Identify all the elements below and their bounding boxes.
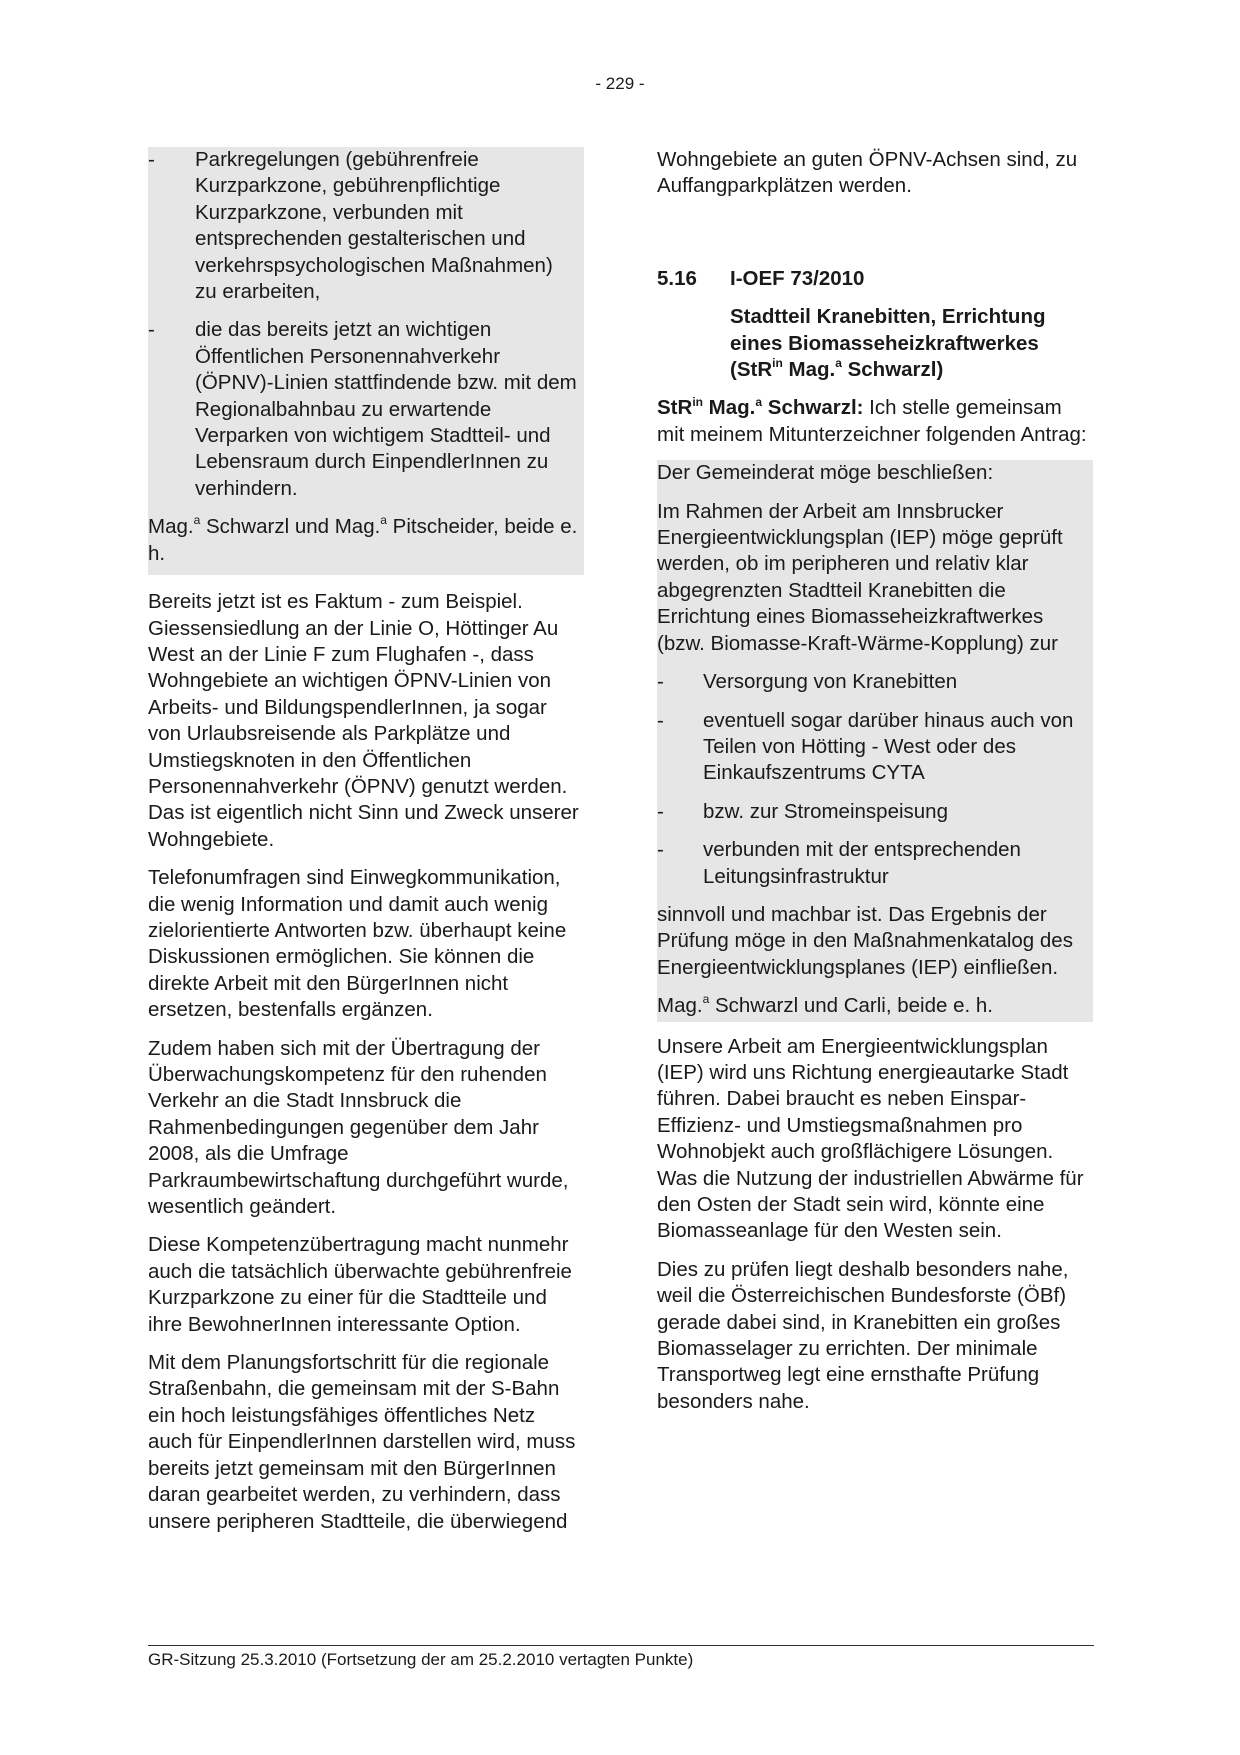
list-item-text: Parkregelungen (gebührenfreie Kurzparkzone, gebührenpflichtige Kurzparkzone, verbunden mit entsprechenden gestalterischen und verkehrspsychologischen Maßnahmen) zu erarbeiten, bbox=[195, 148, 553, 304]
body-paragraph: Unsere Arbeit am Energieentwicklungsplan (IEP) wird uns Richtung energieautarke Stadt führen. Dabei braucht es neben Einspar-Effizienz- und Umstiegsmaßnahmen pro Wohnobjekt auch großflächigere Lösungen. Was die Nutzung der industriellen Abwärme für den Osten der Stadt sein wird, könnte eine Biomasseanlage für den Westen sein. bbox=[657, 1034, 1084, 1243]
section-author: (StR$^{in}$ Mag.$^a$ Schwarzl) bbox=[730, 356, 944, 382]
list-item-text: verbunden mit der entsprechenden Leitungsinfrastruktur bbox=[703, 838, 1021, 888]
section-code: I-OEF 73/2010 bbox=[730, 266, 865, 290]
list-item bbox=[148, 147, 580, 305]
continuation-paragraph: Wohngebiete an guten ÖPNV-Achsen sind, zu Auffangparkplätzen werden. bbox=[657, 148, 1078, 198]
footer-divider bbox=[148, 1645, 1094, 1646]
bullet-dash: - bbox=[148, 148, 155, 171]
motion-signature: Mag.$^a$ Schwarzl und Carli, beide e. h. bbox=[657, 992, 993, 1018]
body-paragraph: Bereits jetzt ist es Faktum - zum Beispiel. Giessensiedlung an der Linie O, Höttinger Au West an der Linie F zum Flughafen -, dass Wohngebiete an wichtigen ÖPNV-Linien von Arbeits- und BildungspendlerInnen, ja sogar von Urlaubsreisende als Parkplätze und Umstiegsknoten in den Öffentlichen Personennahverkehr (ÖPNV) genutzt werden. Das ist eigentlich nicht Sinn und Zweck unserer Wohngebiete. bbox=[148, 590, 579, 851]
right-column bbox=[657, 147, 1093, 1427]
list-item bbox=[657, 837, 1089, 890]
page-number: - 229 - bbox=[595, 74, 645, 93]
left-column bbox=[148, 147, 584, 1547]
motion-body: Im Rahmen der Arbeit am Innsbrucker Energieentwicklungsplan (IEP) möge geprüft werden, ob im peripheren und relativ klar abgegrenzten Stadtteil Kranebitten die Errichtung eines Biomasseheizkraftwerkes (bzw. Biomasse-Kraft-Wärme-Kopplung) zur bbox=[657, 499, 1063, 655]
body-paragraph: Dies zu prüfen liegt deshalb besonders nahe, weil die Österreichischen Bundesforste (ÖBf) gerade dabei sind, in Kranebitten ein großes Biomasselager zu errichten. Der minimale Transportweg legt eine ernsthafte Prüfung besonders nahe. bbox=[657, 1257, 1069, 1413]
list-item bbox=[657, 708, 1089, 787]
list-item bbox=[657, 669, 1089, 695]
right-shaded-motion bbox=[657, 460, 1093, 1021]
page-footer: GR-Sitzung 25.3.2010 (Fortsetzung der am 25.2.2010 vertagten Punkte) bbox=[148, 1650, 694, 1669]
bullet-dash: - bbox=[657, 838, 664, 862]
body-paragraph: Mit dem Planungsfortschritt für die regionale Straßenbahn, die gemeinsam mit der S-Bahn ein hoch leistungsfähiges öffentliches Netz auch für EinpendlerInnen darstellen wird, muss bereits jetzt gemeinsam mit den BürgerInnen daran gearbeitet werden, zu verhindern, dass unsere peripheren Stadtteile, die überwiegend bbox=[148, 1351, 576, 1533]
list-item-text: eventuell sogar darüber hinaus auch von Teilen von Hötting - West oder des Einkaufszentrums CYTA bbox=[703, 708, 1074, 785]
bullet-dash: - bbox=[657, 708, 664, 732]
speaker-paragraph: StR$^{in}$ Mag.$^a$ Schwarzl: Ich stelle gemeinsam mit meinem Mitunterzeichner folgenden Antrag: bbox=[657, 394, 1087, 446]
motion-intro: Der Gemeinderat möge beschließen: bbox=[657, 461, 994, 485]
list-item bbox=[148, 317, 580, 502]
section-number: 5.16 bbox=[657, 266, 697, 290]
list-item-text: bzw. zur Stromeinspeisung bbox=[703, 799, 948, 823]
section-heading bbox=[657, 266, 1093, 292]
list-item-text: die das bereits jetzt an wichtigen Öffentlichen Personennahverkehr (ÖPNV)-Linien stattfindende bzw. mit dem Regionalbahnbau zu erwartende Verparken von wichtigem Stadtteil- und Lebensraum durch EinpendlerInnen zu verhindern. bbox=[195, 318, 577, 500]
motion-conclusion: sinnvoll und machbar ist. Das Ergebnis der Prüfung möge in den Maßnahmenkatalog des Energieentwicklungsplanes (IEP) einfließen. bbox=[657, 902, 1073, 979]
body-paragraph: Zudem haben sich mit der Übertragung der Überwachungskompetenz für den ruhenden Verkehr an die Stadt Innsbruck die Rahmenbedingungen gegenüber dem Jahr 2008, als die Umfrage Parkraumbewirtschaftung durchgeführt wurde, wesentlich geändert. bbox=[148, 1036, 569, 1219]
section-title: Stadtteil Kranebitten, Errichtung eines Biomasseheizkraftwerkes (StR$^{in}$ Mag.$^a$ Schwarzl) bbox=[657, 304, 1093, 383]
body-paragraph: Diese Kompetenzübertragung macht nunmehr auch die tatsächlich überwachte gebührenfreie Kurzparkzone zu einer für die Stadtteile und ihre BewohnerInnen interessante Option. bbox=[148, 1233, 572, 1336]
bullet-dash: - bbox=[657, 670, 664, 694]
bullet-dash: - bbox=[148, 318, 155, 342]
list-item bbox=[657, 799, 1089, 825]
bullet-dash: - bbox=[657, 799, 664, 823]
list-item-text: Versorgung von Kranebitten bbox=[703, 670, 958, 694]
body-paragraph: Telefonumfragen sind Einwegkommunikation, die wenig Information und damit auch wenig zielorientierte Antworten bzw. überhaupt keine Diskussionen ermöglichen. Sie können die direkte Arbeit mit den BürgerInnen nicht ersetzen, bestenfalls ergänzen. bbox=[148, 866, 567, 1022]
left-shaded-motion bbox=[148, 147, 584, 575]
signature: Mag.$^a$ Schwarzl und Mag.$^a$ Pitscheider, beide e. h. bbox=[148, 513, 578, 565]
